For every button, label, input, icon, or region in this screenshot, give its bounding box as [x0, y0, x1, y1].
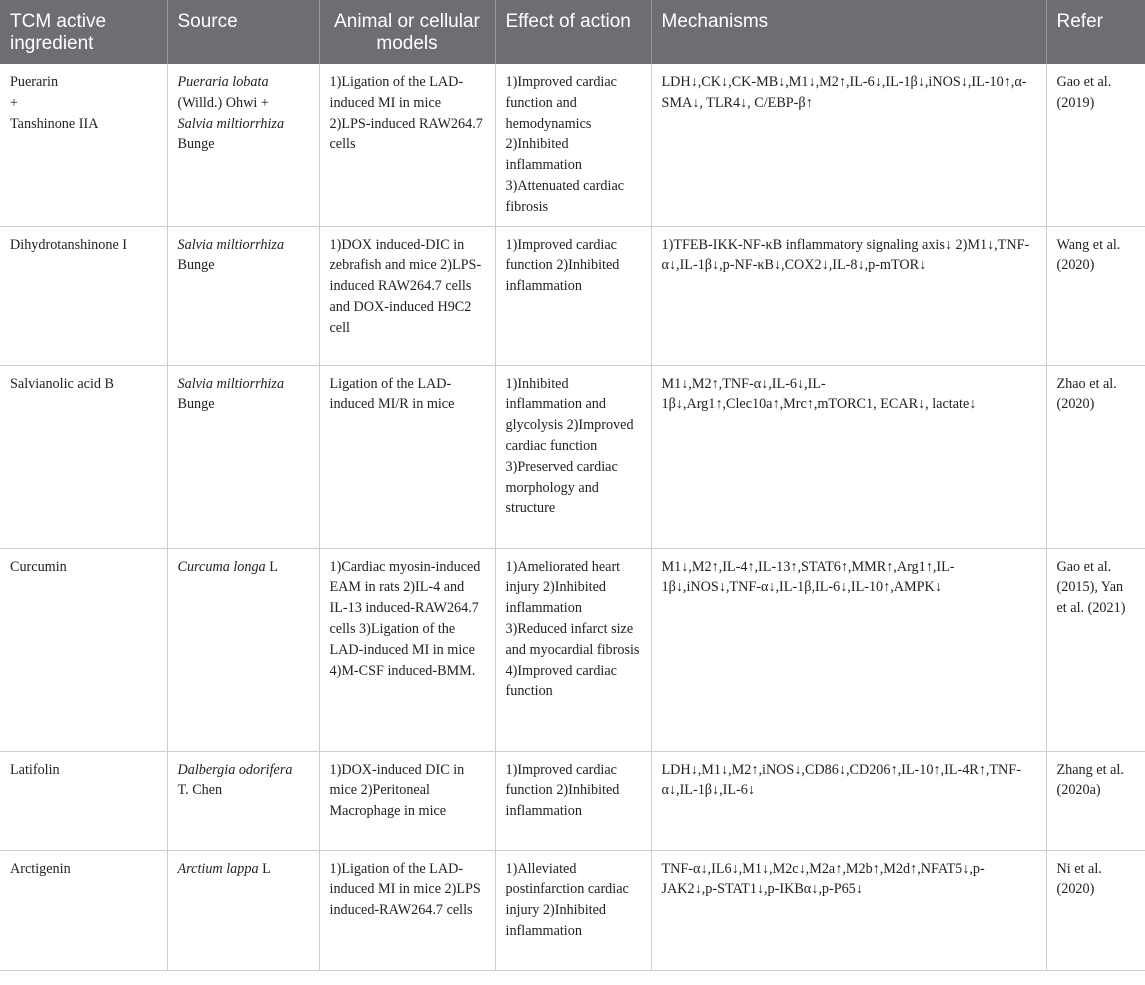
source-species: Curcuma longa [177, 558, 266, 575]
cell-models: Ligation of the LAD-induced MI/R in mice [319, 365, 495, 548]
cell-source [167, 365, 319, 548]
ingredient-line: Arctigenin [10, 860, 71, 877]
source-species: Salvia miltiorrhiza [177, 375, 285, 392]
ingredient-line: Dihydrotanshinone I [10, 236, 128, 253]
cell-source [167, 850, 319, 970]
header-ingredient: TCM active ingredient [0, 0, 167, 64]
cell-models: 1)DOX-induced DIC in mice 2)Peritoneal Macrophage in mice [319, 751, 495, 850]
cell-models: 1)DOX induced-DIC in zebrafish and mice 2)LPS-induced RAW264.7 cells and DOX-induced H9C2 cell [319, 226, 495, 365]
cell-mechanisms: 1)TFEB-IKK-NF-κB inflammatory signaling axis↓ 2)M1↓,TNF-α↓,IL-1β↓,p-NF-κB↓,COX2↓,IL-8↓,p-mTOR↓ [651, 226, 1046, 365]
source-author: T. Chen [177, 782, 223, 799]
source-species: Salvia miltiorrhiza [177, 115, 285, 132]
source-line [178, 374, 313, 395]
cell-effect: 1)Ameliorated heart injury 2)Inhibited inflammation 3)Reduced infarct size and myocardial fibrosis 4)Improved cardiac function [495, 548, 651, 751]
cell-refer: Zhang et al. (2020a) [1046, 751, 1145, 850]
header-source: Source [167, 0, 319, 64]
cell-mechanisms: M1↓,M2↑,IL-4↑,IL-13↑,STAT6↑,MMR↑,Arg1↑,IL-1β↓,iNOS↓,TNF-α↓,IL-1β,IL-6↓,IL-10↑,AMPK↓ [651, 548, 1046, 751]
cell-source [167, 751, 319, 850]
header-row [0, 0, 1145, 64]
cell-models: 1)Ligation of the LAD-induced MI in mice 2)LPS induced-RAW264.7 cells [319, 850, 495, 970]
ingredient-line: Salvianolic acid B [10, 375, 115, 392]
cell-ingredient [0, 548, 167, 751]
table-row [0, 751, 1145, 850]
cell-refer: Gao et al. (2019) [1046, 64, 1145, 226]
table-row [0, 64, 1145, 226]
cell-mechanisms: TNF-α↓,IL6↓,M1↓,M2c↓,M2a↑,M2b↑,M2d↑,NFAT5↓,p-JAK2↓,p-STAT1↓,p-IKBα↓,p-P65↓ [651, 850, 1046, 970]
cell-source [167, 548, 319, 751]
cell-source [167, 226, 319, 365]
source-line [178, 93, 313, 114]
source-species: Salvia miltiorrhiza [177, 236, 285, 253]
table-row [0, 226, 1145, 365]
source-line [178, 394, 313, 415]
cell-ingredient [0, 850, 167, 970]
source-line [178, 235, 313, 256]
cell-models: 1)Ligation of the LAD-induced MI in mice 2)LPS-induced RAW264.7 cells [319, 64, 495, 226]
source-line [178, 134, 313, 155]
header-models: Animal or cellular models [319, 0, 495, 64]
header-refer: Refer [1046, 0, 1145, 64]
source-author: Bunge [177, 396, 215, 413]
cell-effect: 1)Alleviated postinfarction cardiac injury 2)Inhibited inflammation [495, 850, 651, 970]
cell-refer: Ni et al. (2020) [1046, 850, 1145, 970]
source-author: Bunge [177, 136, 215, 153]
source-author: Bunge [177, 257, 215, 274]
cell-mechanisms: LDH↓,CK↓,CK-MB↓,M1↓,M2↑,IL-6↓,IL-1β↓,iNOS↓,IL-10↑,α-SMA↓, TLR4↓, C/EBP-β↑ [651, 64, 1046, 226]
source-species: Pueraria lobata [177, 74, 269, 90]
cell-ingredient [0, 64, 167, 226]
table-row [0, 850, 1145, 970]
cell-effect: 1)Inhibited inflammation and glycolysis 2)Improved cardiac function 3)Preserved cardiac morphology and structure [495, 365, 651, 548]
ingredient-line: Curcumin [10, 558, 67, 575]
source-line [178, 780, 313, 801]
source-line [178, 255, 313, 276]
source-line [178, 72, 313, 93]
ingredient-line: Latifolin [10, 761, 60, 778]
source-species: Dalbergia odorifera [177, 761, 293, 778]
header-effect: Effect of action [495, 0, 651, 64]
source-author: (Willd.) Ohwi + [177, 94, 269, 111]
source-line [178, 114, 313, 135]
cell-ingredient [0, 365, 167, 548]
table-row [0, 548, 1145, 751]
header-mechanisms: Mechanisms [651, 0, 1046, 64]
cell-mechanisms: LDH↓,M1↓,M2↑,iNOS↓,CD86↓,CD206↑,IL-10↑,IL-4R↑,TNF-α↓,IL-1β↓,IL-6↓ [651, 751, 1046, 850]
ingredient-line: Puerarin [10, 74, 59, 90]
source-line [178, 557, 313, 578]
cell-refer: Wang et al. (2020) [1046, 226, 1145, 365]
source-author: L [265, 558, 278, 575]
cell-models: 1)Cardiac myosin-induced EAM in rats 2)IL-4 and IL-13 induced-RAW264.7 cells 3)Ligation of the LAD-induced MI in mice 4)M-CSF induced-BMM. [319, 548, 495, 751]
ingredient-line: + [10, 94, 19, 111]
ingredient-line: Tanshinone IIA [10, 115, 99, 132]
source-author: L [258, 860, 271, 877]
table-body [0, 64, 1145, 970]
cell-ingredient [0, 226, 167, 365]
cell-mechanisms: M1↓,M2↑,TNF-α↓,IL-6↓,IL-1β↓,Arg1↑,Clec10a↑,Mrc↑,mTORC1, ECAR↓, lactate↓ [651, 365, 1046, 548]
source-line [178, 859, 313, 880]
table-row [0, 365, 1145, 548]
cell-effect: 1)Improved cardiac function 2)Inhibited inflammation [495, 226, 651, 365]
cell-effect: 1)Improved cardiac function and hemodynamics 2)Inhibited inflammation 3)Attenuated cardiac fibrosis [495, 64, 651, 226]
cell-refer: Zhao et al. (2020) [1046, 365, 1145, 548]
cell-effect: 1)Improved cardiac function 2)Inhibited inflammation [495, 751, 651, 850]
cell-source [167, 64, 319, 226]
cell-refer: Gao et al. (2015), Yan et al. (2021) [1046, 548, 1145, 751]
cell-ingredient [0, 751, 167, 850]
source-species: Arctium lappa [177, 860, 259, 877]
source-line [178, 760, 313, 781]
